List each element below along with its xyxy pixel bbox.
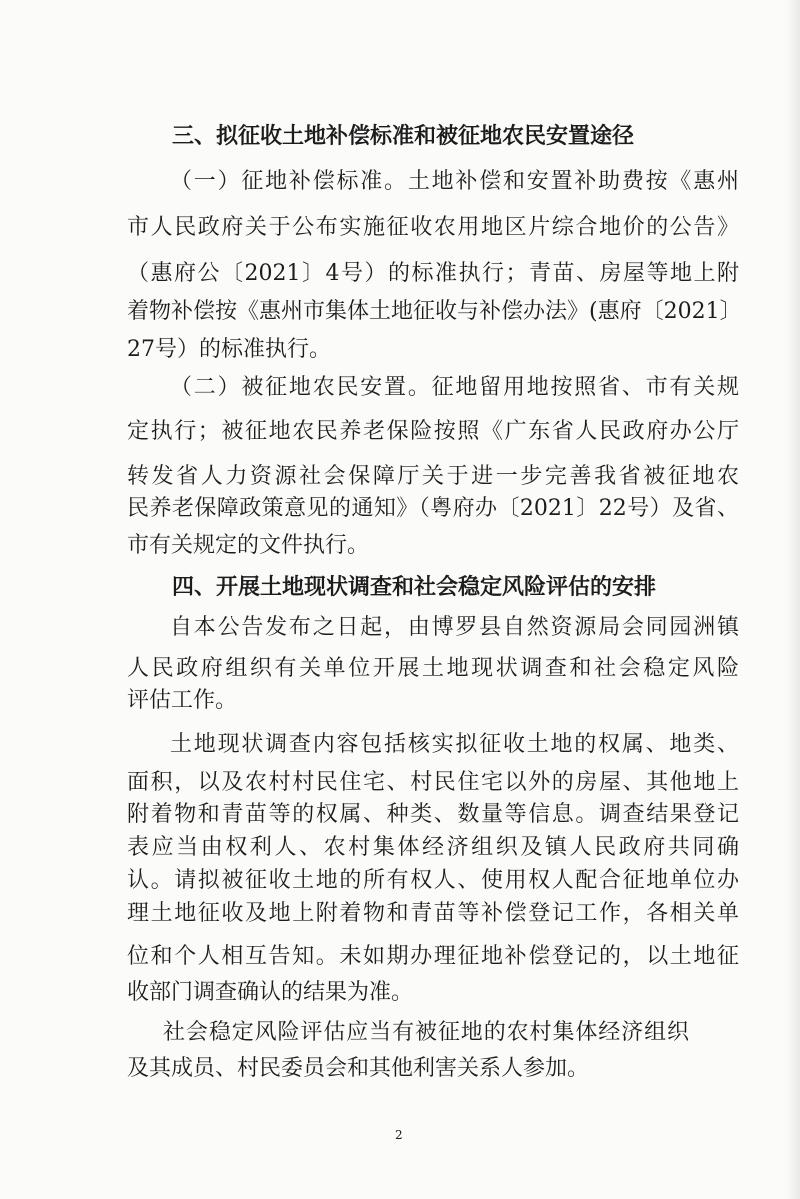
- paragraph-line: 附着物和青苗等的权属、种类、数量等信息。调查结果登记: [127, 802, 739, 827]
- paragraph-line: （惠府公〔2021〕4号）的标准执行；青苗、房屋等地上附: [127, 261, 739, 286]
- paragraph-line: 位和个人相互告知。未如期办理征地补偿登记的，以土地征: [127, 944, 739, 969]
- paragraph-line: 27号）的标准执行。: [127, 337, 331, 362]
- section-heading-3: 三、拟征收土地补偿标准和被征地农民安置途径: [172, 124, 635, 149]
- paragraph-line: 评估工作。: [127, 688, 238, 713]
- paragraph-line: 理土地征收及地上附着物和青苗等补偿登记工作，各相关单: [127, 901, 739, 926]
- paragraph-line: 转发省人力资源社会保障厅关于进一步完善我省被征地农: [127, 464, 739, 489]
- paragraph-line: 认。请拟被征收土地的所有权人、使用权人配合征地单位办: [127, 868, 739, 893]
- paragraph-line: （一）征地补偿标准。土地补偿和安置补助费按《惠州: [170, 169, 739, 194]
- paragraph-line: 着物补偿按《惠州市集体土地征收与补偿办法》(惠府〔2021〕: [127, 299, 742, 324]
- scan-edge-shadow: [786, 0, 800, 1199]
- paragraph-line: （二）被征地农民安置。征地留用地按照省、市有关规: [170, 375, 739, 400]
- paragraph-line: 市有关规定的文件执行。: [127, 533, 370, 558]
- paragraph-line: 人民政府组织有关单位开展土地现状调查和社会稳定风险: [127, 656, 739, 681]
- paragraph-line: 土地现状调查内容包括核实拟征收土地的权属、地类、: [170, 732, 739, 757]
- paragraph-line: 自本公告发布之日起，由博罗县自然资源局会同园洲镇: [170, 615, 739, 640]
- paragraph-line: 民养老保障政策意见的通知》（粤府办〔2021〕22号）及省、: [127, 496, 739, 521]
- paragraph-line: 收部门调查确认的结果为准。: [127, 980, 414, 1005]
- page-number: 2: [395, 1128, 403, 1142]
- paragraph-line: 定执行；被征地农民养老保险按照《广东省人民政府办公厅: [127, 419, 739, 444]
- paragraph-line: 社会稳定风险评估应当有被征地的农村集体经济组织: [163, 1020, 689, 1045]
- paragraph-line: 表应当由权利人、农村集体经济组织及镇人民政府共同确: [127, 835, 739, 860]
- section-heading-4: 四、开展土地现状调查和社会稳定风险评估的安排: [172, 575, 657, 600]
- paragraph-line: 面积，以及农村村民住宅、村民住宅以外的房屋、其他地上: [127, 770, 739, 795]
- paragraph-line: 及其成员、村民委员会和其他利害关系人参加。: [127, 1056, 590, 1081]
- paragraph-line: 市人民政府关于公布实施征收农用地区片综合地价的公告》: [127, 215, 739, 240]
